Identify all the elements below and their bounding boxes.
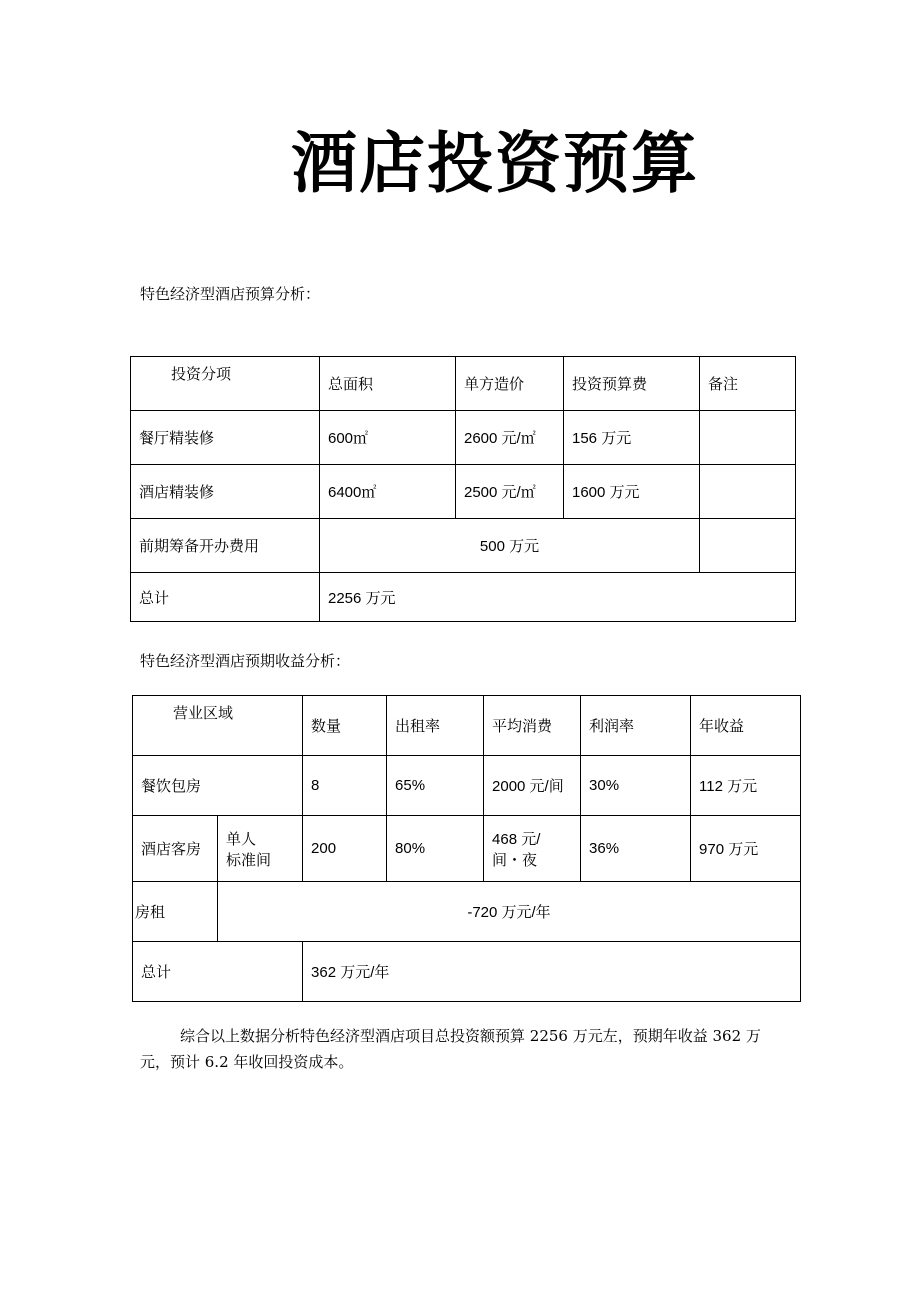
conclusion-paragraph: 综合以上数据分析特色经济型酒店项目总投资额预算 2256 万元左，预期年收益 362 万元，预计 6.2 年收回投资成本。 — [140, 1027, 761, 1071]
revenue-total-label: 总计 — [133, 942, 303, 1002]
header-total-area: 总面积 — [320, 357, 456, 411]
header-note: 备注 — [700, 357, 796, 411]
row-note — [700, 465, 796, 519]
header-investment-item: 投资分项 — [131, 357, 320, 411]
row-item: 餐厅精装修 — [131, 411, 320, 465]
catering-qty: 8 — [303, 756, 387, 816]
header-business-area: 营业区域 — [133, 696, 303, 756]
header-quantity: 数量 — [303, 696, 387, 756]
header-unit-cost: 单方造价 — [456, 357, 564, 411]
catering-margin: 30% — [581, 756, 691, 816]
rent-row — [133, 882, 801, 942]
table-row — [131, 411, 796, 465]
header-budget-cost: 投资预算费 — [564, 357, 700, 411]
budget-heading: 特色经济型酒店预算分析： — [140, 285, 321, 303]
budget-total-row — [131, 573, 796, 622]
budget-total-label: 总计 — [131, 573, 320, 622]
prep-value: 500 万元 — [320, 519, 700, 573]
header-occupancy: 出租率 — [387, 696, 484, 756]
header-margin: 利润率 — [581, 696, 691, 756]
row-budget: 1600 万元 — [564, 465, 700, 519]
header-avg-spend: 平均消费 — [484, 696, 581, 756]
rent-value: -720 万元/年 — [218, 882, 801, 942]
rooms-avg-line2: 间・夜 — [492, 851, 538, 869]
revenue-heading: 特色经济型酒店预期收益分析： — [140, 652, 351, 670]
budget-total-value: 2256 万元 — [320, 573, 796, 622]
budget-table — [130, 356, 796, 622]
row-item: 酒店精装修 — [131, 465, 320, 519]
table-row — [133, 756, 801, 816]
revenue-header-row — [133, 696, 801, 756]
rooms-area: 酒店客房 — [133, 816, 218, 882]
row-unit-cost: 2600 元/㎡ — [456, 411, 564, 465]
budget-header-row — [131, 357, 796, 411]
document-title: 酒店投资预算 — [291, 124, 699, 202]
catering-rate: 65% — [387, 756, 484, 816]
catering-area: 餐饮包房 — [133, 756, 303, 816]
prep-item: 前期筹备开办费用 — [131, 519, 320, 573]
row-unit-cost: 2500 元/㎡ — [456, 465, 564, 519]
rooms-avg — [484, 816, 581, 882]
prep-note — [700, 519, 796, 573]
row-budget: 156 万元 — [564, 411, 700, 465]
rooms-qty: 200 — [303, 816, 387, 882]
revenue-total-value: 362 万元/年 — [303, 942, 801, 1002]
table-row — [133, 816, 801, 882]
catering-annual: 112 万元 — [691, 756, 801, 816]
rooms-subtype-line2: 标准间 — [226, 850, 272, 869]
rooms-annual: 970 万元 — [691, 816, 801, 882]
rooms-margin: 36% — [581, 816, 691, 882]
catering-avg: 2000 元/间 — [484, 756, 581, 816]
table-row — [131, 465, 796, 519]
revenue-total-row — [133, 942, 801, 1002]
row-area: 6400㎡ — [320, 465, 456, 519]
header-annual-income: 年收益 — [691, 696, 801, 756]
rooms-subtype — [218, 816, 303, 882]
row-area: 600㎡ — [320, 411, 456, 465]
revenue-table — [132, 695, 801, 1002]
row-note — [700, 411, 796, 465]
rent-label: 房租 — [133, 882, 218, 942]
rooms-subtype-line1: 单人 — [226, 829, 257, 848]
table-row — [131, 519, 796, 573]
rooms-avg-line1: 468 元/ — [492, 830, 541, 848]
rooms-rate: 80% — [387, 816, 484, 882]
